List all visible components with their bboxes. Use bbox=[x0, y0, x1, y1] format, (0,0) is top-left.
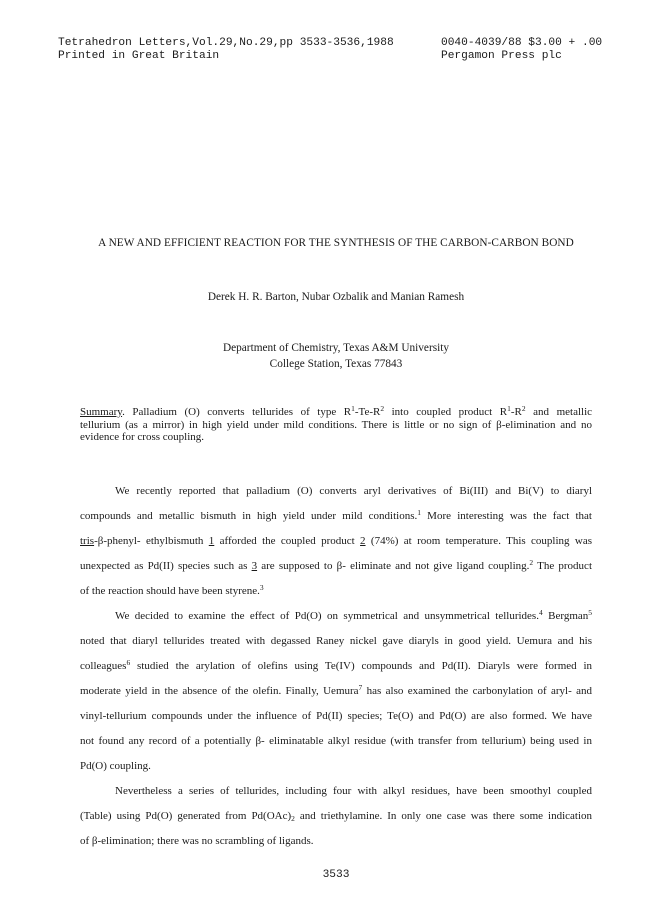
text-line: colleagues$^6$ studied the arylation of olefins using Te(IV) compounds and Pd(II). Diaryls were formed in bbox=[80, 658, 592, 672]
text-line: We decided to examine the effect of Pd(O) on symmetrical and unsymmetrical tellurides.$^4$ Bergman$^5$ bbox=[115, 608, 593, 622]
reference-marker: 7 bbox=[358, 683, 363, 692]
reference-marker: 3 bbox=[259, 583, 264, 592]
reference-marker: 6 bbox=[126, 658, 131, 667]
text-line: We recently reported that palladium (O) converts aryl derivatives of Bi(III) and Bi(V) to diaryl bbox=[115, 485, 592, 497]
summary-line: evidence for cross coupling. bbox=[80, 431, 205, 443]
article-code: 0040-4039/88 $3.00 + .00 bbox=[441, 37, 603, 49]
author-list: Derek H. R. Barton, Nubar Ozbalik and Manian Ramesh bbox=[207, 291, 465, 303]
affiliation-city: College Station, Texas 77843 bbox=[269, 358, 403, 370]
text-line: compounds and metallic bismuth in high yield under mild conditions.$^1$ More interesting was the fact that bbox=[80, 508, 592, 522]
journal-citation: Tetrahedron Letters,Vol.29,No.29,pp 3533-3536,1988 bbox=[58, 37, 394, 49]
compound-number: 2 bbox=[360, 535, 366, 547]
reference-marker: 4 bbox=[538, 608, 543, 617]
text-line: Nevertheless a series of tellurides, including four with alkyl residues, have been smoothyl coupled bbox=[115, 785, 592, 797]
publisher-name: Pergamon Press plc bbox=[441, 50, 562, 62]
affiliation-department: Department of Chemistry, Texas A&M University bbox=[222, 342, 450, 354]
text-line: (Table) using Pd(O) generated from $Pd(OAc)_2$ and triethylamine. In only one case was there some indication bbox=[80, 810, 593, 823]
text-line: vinyl-tellurium compounds under the influence of Pd(II) species; Te(O) and Pd(O) are also formed. We have bbox=[80, 710, 592, 722]
text-line: Pd(O) coupling. bbox=[80, 760, 151, 772]
paragraph-3 bbox=[80, 779, 592, 854]
affiliation bbox=[0, 340, 672, 372]
publisher-header bbox=[441, 37, 602, 63]
summary-line: tellurium (as a mirror) in high yield under mild conditions. There is little or no sign of β-elimination and no bbox=[80, 418, 592, 431]
compound-number: 3 bbox=[251, 560, 258, 572]
reference-marker: 1 bbox=[417, 508, 421, 517]
text-line: moderate yield in the absence of the olefin. Finally, Uemura$^7$ has also examined the carbonylation of aryl- and bbox=[80, 683, 592, 697]
text-line: tris-β-phenyl- ethylbismuth 1 afforded the coupled product 2 (74%) at room temperature. This coupling was bbox=[80, 535, 593, 547]
reference-marker: 5 bbox=[588, 608, 593, 617]
page-number: 3533 bbox=[322, 869, 350, 881]
summary-line: Summary. Palladium (O) converts tellurides of type $R^1-Te-R^2$ into coupled product $R^1-R^2$ and metallic bbox=[80, 404, 593, 418]
printed-location: Printed in Great Britain bbox=[58, 50, 220, 62]
summary-label: Summary bbox=[80, 406, 123, 418]
paper-title: A NEW AND EFFICIENT REACTION FOR THE SYNTHESIS OF THE CARBON-CARBON BOND bbox=[98, 237, 574, 249]
paragraph-2 bbox=[80, 604, 592, 779]
paragraph-1 bbox=[80, 479, 592, 604]
compound-number: 1 bbox=[208, 535, 215, 547]
summary-abstract bbox=[80, 406, 592, 444]
body-text bbox=[80, 479, 592, 854]
text-line: of the reaction should have been styrene.$^3$ bbox=[80, 583, 264, 597]
text-line: noted that diaryl tellurides treated with degassed Raney nickel gave diaryls in good yield. Uemura and his bbox=[80, 635, 592, 647]
journal-header bbox=[58, 37, 394, 63]
text-line: not found any record of a potentially β- eliminatable alkyl residue (with transfer from tellurium) being used in bbox=[80, 735, 592, 747]
reference-marker: 2 bbox=[529, 558, 534, 567]
text-line: unexpected as Pd(II) species such as 3 are supposed to β- eliminate and not give ligand coupling.$^2$ The product bbox=[80, 558, 592, 572]
text-line: of β-elimination; there was no scrambling of ligands. bbox=[80, 835, 314, 847]
